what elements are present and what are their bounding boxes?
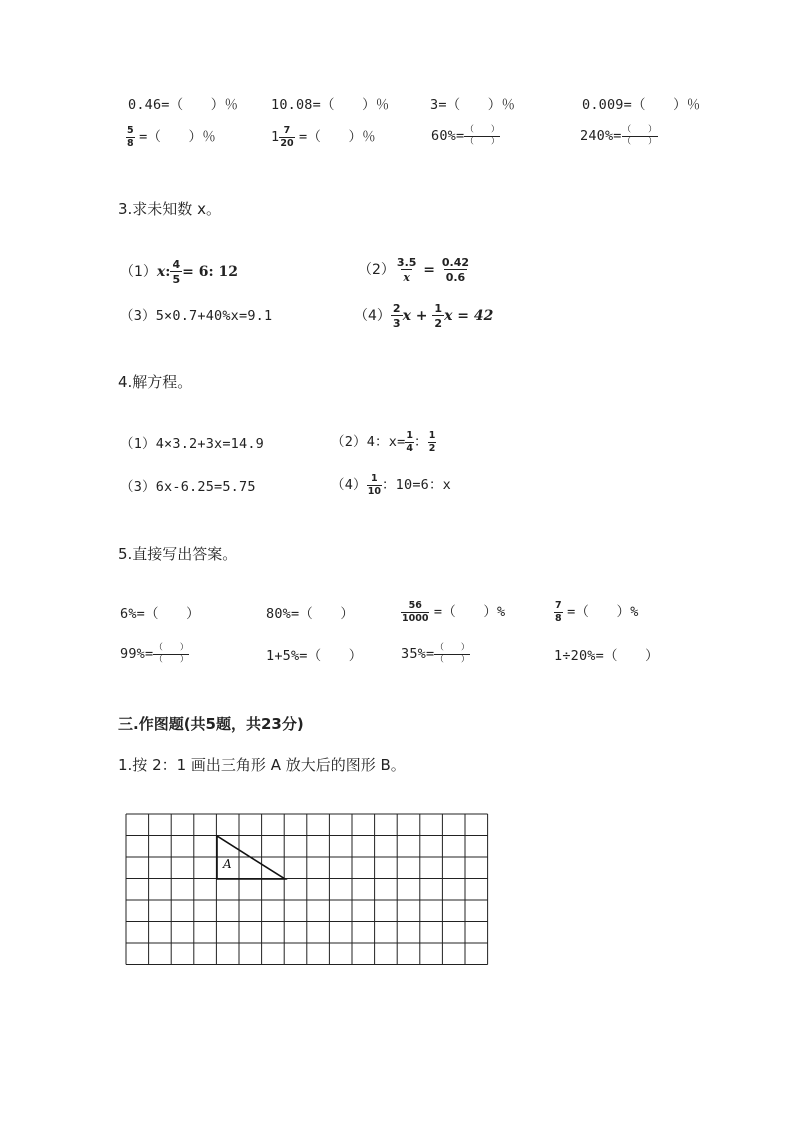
fraction: $\frac{56}{1000}$: [402, 600, 429, 624]
fraction: $\frac{1}{2}$: [428, 430, 436, 454]
fraction: $\frac{( )}{( )}$: [622, 125, 657, 147]
fraction: $\frac{( )}{( )}$: [465, 125, 500, 147]
section-4-title: 4.解方程。: [118, 373, 193, 391]
q5-6-percent: 6%=（ ）: [120, 606, 200, 622]
q-60-percent-fraction: 60%= $\frac{( )}{( )}$: [431, 125, 500, 147]
eq-4-1: （1）4×3.2+3x=14.9: [120, 436, 264, 452]
q-1-7-20-percent: 1 $\frac{7}{20}$ =（ ）％: [271, 125, 376, 149]
part-3-q1: 1.按 2：1 画出三角形 A 放大后的图形 B。: [118, 756, 406, 774]
fraction: $\frac{5}{8}$: [127, 125, 134, 149]
eq-3-1: （1）x: $\frac{4}{5}$ = 6: 12: [120, 258, 238, 286]
eq-3-3: （3）5×0.7+40%x=9.1: [120, 308, 273, 324]
triangle-label: A: [223, 857, 232, 871]
grid-lines: [126, 814, 488, 965]
fraction: $\frac{7}{8}$: [555, 600, 562, 624]
eq-3-4: （4） $\frac{2}{3}$ x + $\frac{1}{2}$ x = 42: [354, 302, 494, 330]
q-0.46-percent: 0.46=（ ）％: [128, 97, 239, 113]
fraction: $\frac{( )}{( )}$: [435, 643, 470, 665]
fraction: $\frac{1}{4}$: [406, 430, 414, 454]
q-10.08-percent: 10.08=（ ）％: [271, 97, 390, 113]
eq-3-2: （2） $\frac{3.5}{x}$ = $\frac{0.42}{0.6}$: [358, 256, 470, 284]
q5-7-8: $\frac{7}{8}$ =（ ）%: [555, 600, 639, 624]
eq-4-4: （4） $\frac{1}{10}$ ：10=6：x: [331, 473, 452, 497]
part-3-title: 三.作图题(共5题，共23分): [118, 715, 304, 733]
q5-80-percent: 80%=（ ）: [266, 606, 355, 622]
q5-56-1000: $\frac{56}{1000}$ =（ ）%: [402, 600, 506, 624]
q-3-percent: 3=（ ）％: [430, 97, 516, 113]
fraction: $\frac{7}{20}$: [280, 125, 294, 149]
q5-1-div-20-percent: 1÷20%=（ ）: [554, 648, 659, 664]
q5-1-plus-5-percent: 1+5%=（ ）: [266, 648, 363, 664]
eq-4-2: （2）4：x= $\frac{1}{4}$ ： $\frac{1}{2}$: [331, 430, 436, 454]
fraction: $\frac{0.42}{0.6}$: [441, 256, 470, 284]
fraction: $\frac{( )}{( )}$: [154, 643, 189, 665]
fraction: $\frac{3.5}{x}$: [396, 256, 417, 284]
q-240-percent-fraction: 240%= $\frac{( )}{( )}$: [580, 125, 657, 147]
section-5-title: 5.直接写出答案。: [118, 545, 238, 563]
section-3-title: 3.求未知数 x。: [118, 200, 221, 218]
q5-99-percent: 99%= $\frac{( )}{( )}$: [120, 643, 189, 665]
q-0.009-percent: 0.009=（ ）％: [582, 97, 701, 113]
fraction: $\frac{2}{3}$: [392, 302, 401, 330]
q-5-8-percent: $\frac{5}{8}$ =（ ）％: [127, 125, 216, 149]
fraction: $\frac{1}{10}$: [367, 473, 381, 497]
fraction: $\frac{4}{5}$: [172, 258, 181, 286]
q5-35-percent: 35%= $\frac{( )}{( )}$: [401, 643, 470, 665]
fraction: $\frac{1}{2}$: [434, 302, 443, 330]
eq-4-3: （3）6x-6.25=5.75: [120, 479, 256, 495]
